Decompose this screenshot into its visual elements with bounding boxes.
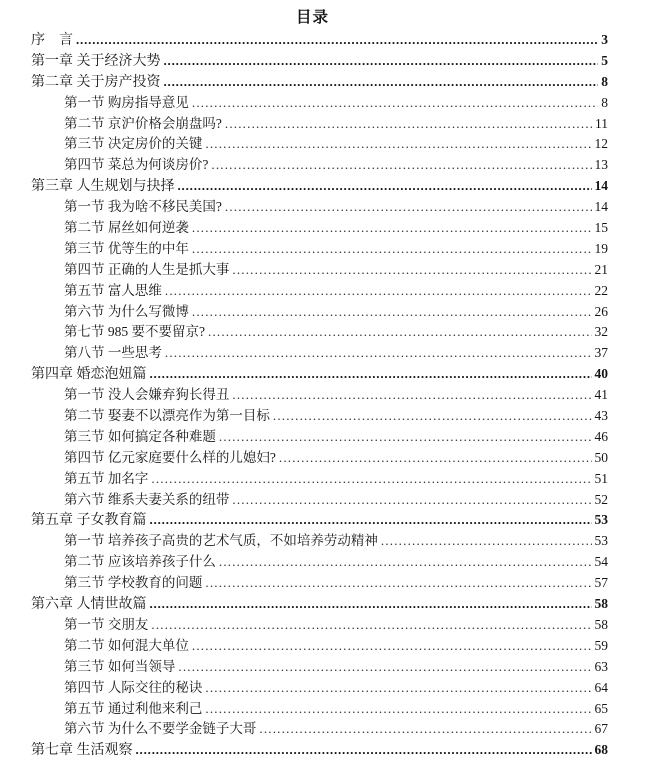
toc-entry-page-number: 43	[594, 408, 608, 424]
toc-entry-page-number: 12	[594, 136, 608, 152]
dot-leader	[165, 343, 592, 364]
toc-entry-page-number: 58	[594, 596, 608, 612]
dot-leader	[211, 155, 591, 176]
toc-entry-page-number: 5	[601, 52, 608, 68]
dot-leader	[151, 615, 591, 636]
toc-entry-label: 第五节 通过利他来利己	[64, 700, 203, 716]
toc-entry-label: 第六节 为什么不要学金链子大哥	[64, 721, 257, 737]
toc-entry-section[interactable]	[31, 552, 608, 573]
toc-entry-page-number: 59	[594, 637, 608, 653]
dot-leader	[205, 678, 591, 699]
toc-entry-chapter[interactable]	[31, 30, 608, 51]
toc-entry-page-number: 14	[594, 178, 608, 194]
toc-entry-section[interactable]	[31, 406, 608, 427]
dot-leader	[205, 134, 591, 155]
dot-leader	[259, 719, 591, 740]
dot-leader	[192, 636, 592, 657]
dot-leader	[225, 114, 592, 135]
toc-entry-label: 第一章 关于经济大势	[31, 53, 161, 69]
toc-entry-label: 第二节 京沪价格会崩盘吗?	[64, 115, 222, 131]
dot-leader	[151, 469, 591, 490]
toc-entry-section[interactable]	[31, 281, 608, 302]
toc-entry-label: 第一节 交朋友	[64, 616, 149, 632]
dot-leader	[381, 531, 592, 552]
dot-leader	[164, 72, 599, 93]
toc-entry-page-number: 26	[594, 303, 608, 319]
toc-entry-page-number: 63	[594, 658, 608, 674]
toc-entry-section[interactable]	[31, 531, 608, 552]
dot-leader	[192, 93, 598, 114]
toc-entry-page-number: 53	[594, 512, 608, 528]
toc-entry-label: 第五节 富人思维	[64, 282, 162, 298]
toc-entry-page-number: 57	[594, 575, 608, 591]
toc-entry-page-number: 22	[594, 282, 608, 298]
toc-entry-page-number: 54	[594, 554, 608, 570]
dot-leader	[192, 218, 592, 239]
dot-leader	[232, 490, 591, 511]
dot-leader	[232, 385, 591, 406]
toc-entry-label: 第六节 维系夫妻关系的纽带	[64, 491, 230, 507]
dot-leader	[178, 657, 591, 678]
dot-leader	[273, 406, 592, 427]
toc-entry-page-number: 11	[595, 115, 608, 131]
toc-entry-page-number: 21	[594, 261, 608, 277]
dot-leader	[192, 302, 592, 323]
toc-entry-section[interactable]	[31, 260, 608, 281]
toc-entry-chapter[interactable]	[31, 740, 608, 761]
toc-entry-chapter[interactable]	[31, 51, 608, 72]
toc-entry-section[interactable]	[31, 197, 608, 218]
toc-entry-label: 第五节 加名字	[64, 470, 149, 486]
dot-leader	[178, 176, 592, 197]
dot-leader	[150, 594, 592, 615]
toc-entry-section[interactable]	[31, 93, 608, 114]
toc-entry-page-number: 68	[594, 742, 608, 758]
toc-entry-section[interactable]	[31, 322, 608, 343]
toc-entry-chapter[interactable]	[31, 72, 608, 93]
toc-entry-page-number: 19	[594, 240, 608, 256]
toc-list	[31, 30, 608, 761]
toc-entry-page-number: 46	[594, 428, 608, 444]
toc-entry-section[interactable]	[31, 134, 608, 155]
toc-entry-page-number: 8	[601, 94, 608, 110]
toc-entry-section[interactable]	[31, 239, 608, 260]
toc-entry-page-number: 8	[601, 73, 608, 89]
dot-leader	[219, 427, 592, 448]
toc-entry-page-number: 37	[594, 345, 608, 361]
toc-entry-page-number: 40	[594, 366, 608, 382]
dot-leader	[136, 740, 592, 761]
toc-entry-section[interactable]	[31, 469, 608, 490]
toc-entry-label: 第六章 人情世故篇	[31, 597, 147, 613]
toc-entry-label: 第三节 如何搞定各种难题	[64, 428, 216, 444]
toc-entry-label: 序 言	[31, 33, 73, 48]
toc-entry-label: 第五章 子女教育篇	[31, 513, 147, 529]
dot-leader	[219, 552, 592, 573]
toc-entry-label: 第二节 娶妻不以漂亮作为第一目标	[64, 408, 270, 424]
toc-entry-page-number: 13	[594, 157, 608, 173]
toc-entry-label: 第六节 为什么写微博	[64, 303, 189, 319]
toc-entry-section[interactable]	[31, 427, 608, 448]
toc-entry-label: 第二节 如何混大单位	[64, 637, 189, 653]
toc-entry-label: 第二章 关于房产投资	[31, 74, 161, 90]
toc-title: 目录	[295, 9, 329, 26]
toc-entry-page-number: 50	[594, 449, 608, 465]
toc-entry-page-number: 65	[594, 700, 608, 716]
toc-entry-section[interactable]	[31, 343, 608, 364]
dot-leader	[150, 510, 592, 531]
toc-entry-section[interactable]	[31, 719, 608, 740]
dot-leader	[232, 260, 591, 281]
dot-leader	[208, 322, 592, 343]
toc-entry-page-number: 32	[594, 324, 608, 340]
toc-entry-label: 第七节 985 要不要留京?	[64, 324, 205, 340]
dot-leader	[192, 239, 592, 260]
toc-entry-label: 第一节 我为啥不移民美国?	[64, 199, 222, 215]
toc-entry-label: 第四节 人际交往的秘诀	[64, 679, 203, 695]
toc-entry-section[interactable]	[31, 573, 608, 594]
dot-leader	[76, 30, 598, 51]
toc-entry-page-number: 64	[594, 679, 608, 695]
toc-entry-label: 第二节 屌丝如何逆袭	[64, 220, 189, 236]
toc-entry-section[interactable]	[31, 678, 608, 699]
toc-entry-label: 第三节 优等生的中年	[64, 240, 189, 256]
toc-entry-label: 第一节 培养孩子高贵的艺术气质，不如培养劳动精神	[64, 533, 378, 549]
toc-entry-section[interactable]	[31, 302, 608, 323]
toc-entry-section[interactable]	[31, 155, 608, 176]
dot-leader	[164, 51, 599, 72]
dot-leader	[225, 197, 592, 218]
toc-entry-page-number: 3	[601, 32, 608, 47]
toc-entry-chapter[interactable]	[31, 176, 608, 197]
toc-entry-label: 第三章 人生规划与抉择	[31, 179, 175, 195]
toc-entry-label: 第二节 应该培养孩子什么	[64, 554, 216, 570]
toc-entry-label: 第三节 决定房价的关键	[64, 136, 203, 152]
toc-entry-label: 第一节 没人会嫌弃狗长得丑	[64, 387, 230, 403]
toc-entry-page-number: 52	[594, 491, 608, 507]
toc-entry-section[interactable]	[31, 615, 608, 636]
toc-entry-section[interactable]	[31, 490, 608, 511]
toc-entry-label: 第七章 生活观察	[31, 743, 133, 759]
dot-leader	[150, 364, 592, 385]
toc-entry-page-number: 53	[594, 533, 608, 549]
toc-entry-label: 第四节 菜总为何谈房价?	[64, 157, 209, 173]
toc-entry-chapter[interactable]	[31, 510, 608, 531]
toc-entry-label: 第四节 亿元家庭要什么样的儿媳妇?	[64, 449, 276, 465]
toc-entry-page-number: 41	[594, 387, 608, 403]
toc-entry-section[interactable]	[31, 114, 608, 135]
toc-entry-chapter[interactable]	[31, 594, 608, 615]
toc-entry-page-number: 58	[594, 616, 608, 632]
dot-leader	[165, 281, 592, 302]
toc-entry-chapter[interactable]	[31, 364, 608, 385]
toc-entry-label: 第三节 如何当领导	[64, 658, 176, 674]
dot-leader	[279, 448, 592, 469]
toc-entry-page-number: 67	[594, 721, 608, 737]
dot-leader	[205, 699, 591, 720]
toc-entry-label: 第四章 婚恋泡妞篇	[31, 367, 147, 383]
toc-entry-section[interactable]	[31, 657, 608, 678]
toc-entry-section[interactable]	[31, 385, 608, 406]
toc-entry-label: 第八节 一些思考	[64, 345, 162, 361]
toc-entry-label: 第一节 购房指导意见	[64, 94, 189, 110]
toc-entry-section[interactable]	[31, 448, 608, 469]
toc-entry-label: 第三节 学校教育的问题	[64, 575, 203, 591]
toc-entry-label: 第四节 正确的人生是抓大事	[64, 261, 230, 277]
toc-entry-section[interactable]	[31, 636, 608, 657]
toc-entry-section[interactable]	[31, 218, 608, 239]
toc-entry-section[interactable]	[31, 699, 608, 720]
toc-entry-page-number: 14	[594, 199, 608, 215]
dot-leader	[205, 573, 591, 594]
toc-entry-page-number: 15	[594, 220, 608, 236]
toc-entry-page-number: 51	[594, 470, 608, 486]
